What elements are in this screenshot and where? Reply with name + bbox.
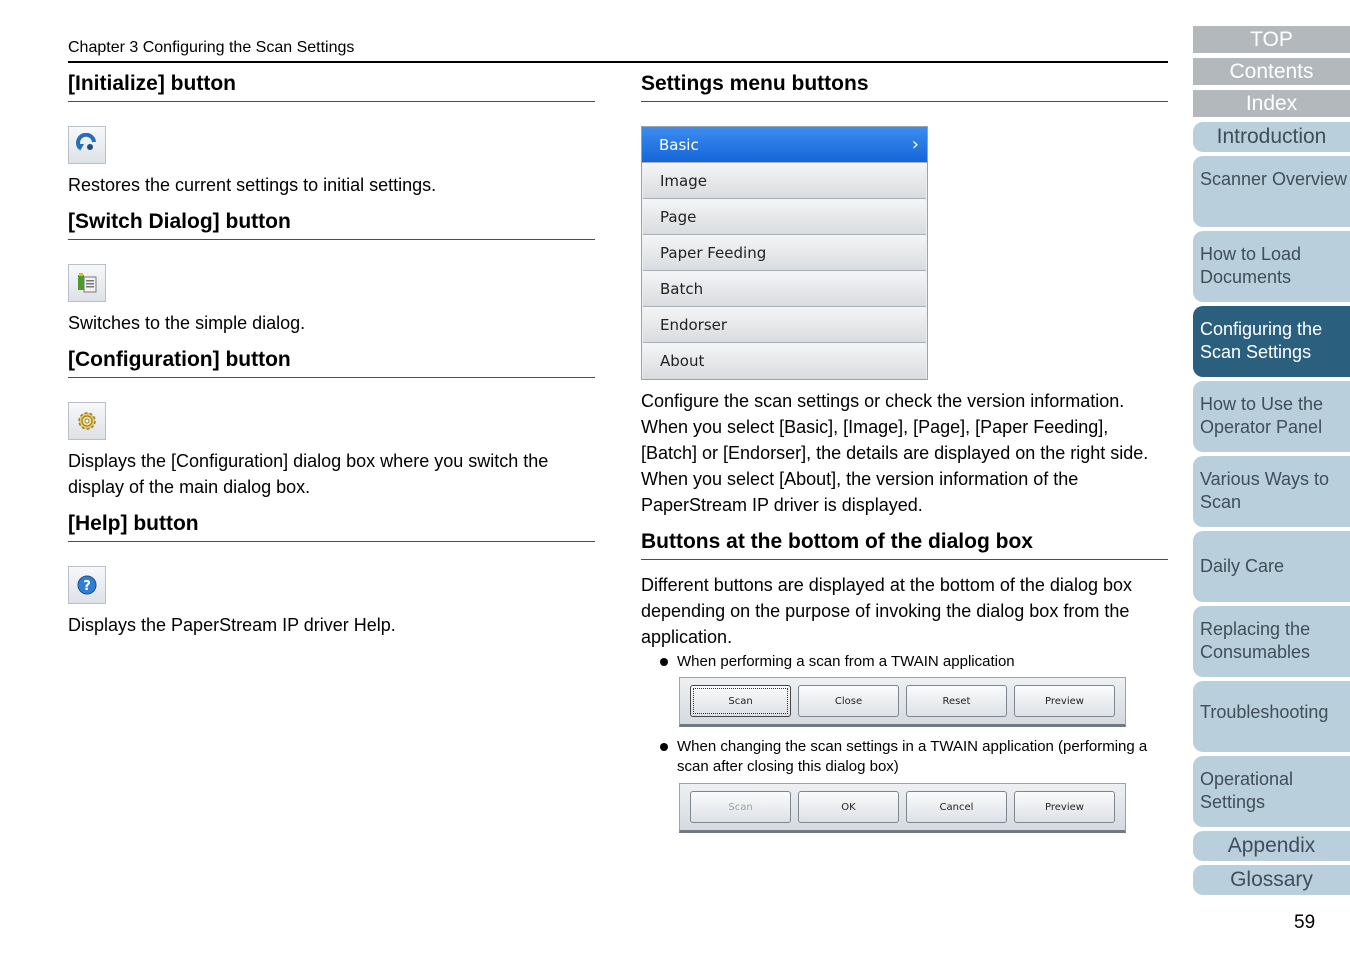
menu-item-image[interactable] — [643, 163, 926, 199]
section-title-initialize: [Initialize] button — [68, 68, 595, 102]
gear-icon — [68, 402, 106, 440]
preview-button[interactable]: Preview — [1014, 791, 1115, 823]
page-number: 59 — [1294, 912, 1316, 933]
section-desc-initialize: Restores the current settings to initial settings. — [68, 175, 437, 195]
section-desc-configuration: Displays the [Configuration] dialog box where you switch the display of the main dialog box. — [68, 451, 549, 497]
nav-scanner-overview[interactable]: Scanner Overview — [1193, 156, 1350, 227]
svg-text:?: ? — [83, 579, 91, 594]
menu-item-label: Page — [660, 207, 697, 226]
section-desc-help: Displays the PaperStream IP driver Help. — [68, 615, 396, 635]
side-nav — [1193, 26, 1350, 899]
section-title-switch-dialog: [Switch Dialog] button — [68, 206, 595, 240]
bullet-case-1: When performing a scan from a TWAIN application — [641, 652, 1168, 672]
switch-dialog-icon — [68, 264, 106, 302]
settings-menu — [641, 126, 928, 380]
menu-item-page[interactable] — [643, 199, 926, 235]
nav-glossary[interactable]: Glossary — [1193, 865, 1350, 895]
nav-various-ways-to-scan[interactable]: Various Ways to Scan — [1193, 456, 1350, 527]
settings-desc-2: When you select [About], the version information of the PaperStream IP driver is displayed. — [641, 469, 1079, 515]
menu-item-basic[interactable] — [642, 127, 927, 163]
button-bar-twain-settings — [679, 783, 1126, 833]
nav-introduction[interactable]: Introduction — [1193, 122, 1350, 152]
menu-item-batch[interactable] — [643, 271, 926, 307]
menu-item-label: Paper Feeding — [660, 243, 767, 262]
nav-replacing-consumables[interactable]: Replacing the Consumables — [1193, 606, 1350, 677]
bottom-buttons-desc: Different buttons are displayed at the bottom of the dialog box depending on the purpose of invoking the dialog box from the application. — [641, 575, 1132, 647]
menu-item-label: Image — [660, 171, 707, 190]
menu-item-paper-feeding[interactable] — [643, 235, 926, 271]
scan-button[interactable]: Scan — [690, 685, 791, 717]
nav-how-to-load-documents[interactable]: How to Load Documents — [1193, 231, 1350, 302]
cancel-button[interactable]: Cancel — [906, 791, 1007, 823]
section-title-bottom-buttons: Buttons at the bottom of the dialog box — [641, 526, 1168, 560]
menu-item-label: Batch — [660, 279, 704, 298]
nav-operator-panel[interactable]: How to Use the Operator Panel — [1193, 381, 1350, 452]
menu-item-label: About — [660, 352, 705, 370]
reset-button[interactable]: Reset — [906, 685, 1007, 717]
nav-appendix[interactable]: Appendix — [1193, 831, 1350, 861]
initialize-icon — [68, 126, 106, 164]
nav-configuring-scan-settings[interactable]: Configuring the Scan Settings — [1193, 306, 1350, 377]
nav-daily-care[interactable]: Daily Care — [1193, 531, 1350, 602]
settings-desc-1: Configure the scan settings or check the version information. When you select [Basic], [Image], [Page], [Paper Feeding], [Batch] or [Endorser], the details are displayed on the right side. — [641, 391, 1149, 463]
ok-button[interactable]: OK — [798, 791, 899, 823]
right-column — [641, 68, 1168, 833]
scan-button-disabled: Scan — [690, 791, 791, 823]
nav-index[interactable]: Index — [1193, 90, 1350, 117]
menu-item-endorser[interactable] — [643, 307, 926, 343]
chevron-right-icon: › — [911, 134, 919, 155]
bullet-case-2: When changing the scan settings in a TWAIN application (performing a scan after closing this dialog box) — [641, 737, 1168, 777]
nav-contents[interactable]: Contents — [1193, 58, 1350, 85]
section-title-help: [Help] button — [68, 508, 595, 542]
menu-item-label: Basic — [659, 135, 699, 154]
nav-top[interactable]: TOP — [1193, 26, 1350, 53]
nav-troubleshooting[interactable]: Troubleshooting — [1193, 681, 1350, 752]
section-title-settings-menu: Settings menu buttons — [641, 68, 1168, 102]
menu-item-about[interactable] — [643, 343, 926, 379]
preview-button[interactable]: Preview — [1014, 685, 1115, 717]
close-button[interactable]: Close — [798, 685, 899, 717]
chapter-header: Chapter 3 Configuring the Scan Settings — [68, 39, 355, 56]
help-icon — [68, 566, 106, 604]
left-column — [68, 68, 595, 638]
chapter-rule — [68, 61, 1168, 63]
button-bar-twain-scan — [679, 677, 1126, 727]
section-desc-switch-dialog: Switches to the simple dialog. — [68, 313, 306, 333]
menu-item-label: Endorser — [660, 315, 728, 334]
section-title-configuration: [Configuration] button — [68, 344, 595, 378]
nav-operational-settings[interactable]: Operational Settings — [1193, 756, 1350, 827]
